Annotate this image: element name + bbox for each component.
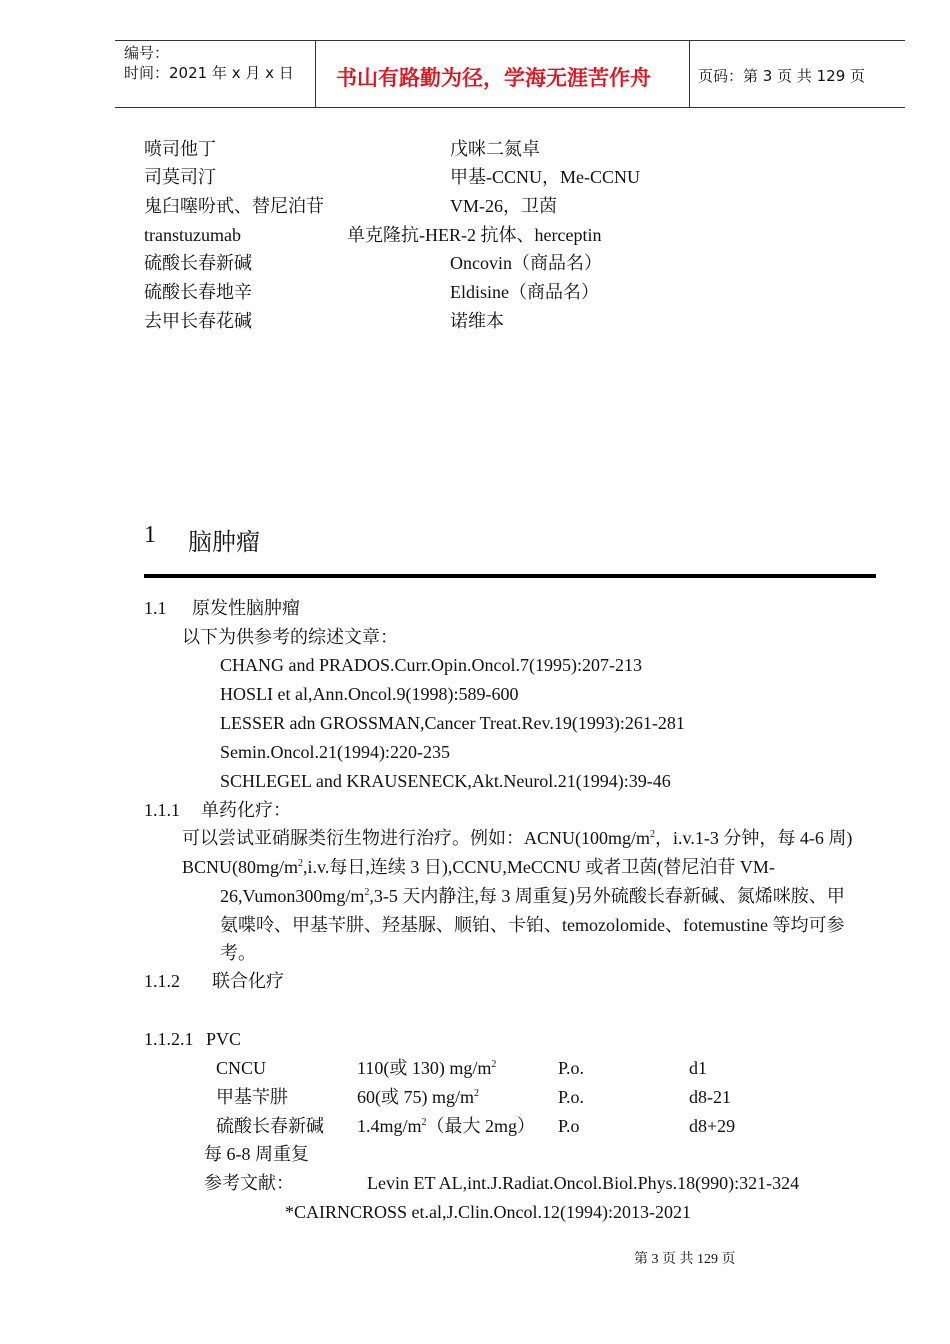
drug-name: 喷司他丁: [144, 139, 216, 159]
drug-name: 硫酸长春新碱: [144, 253, 252, 273]
regimen-drug: 硫酸长春新碱: [216, 1116, 324, 1136]
regimen-day: d8+29: [689, 1116, 736, 1136]
regimen-route: P.o: [558, 1116, 580, 1136]
regimen-day: d8-21: [689, 1087, 731, 1107]
chapter-number: 1: [144, 522, 156, 548]
reference-label: 参考文献：: [204, 1173, 294, 1193]
section-intro: 以下为供参考的综述文章：: [182, 627, 398, 647]
regimen-number: 1.1.2.1: [144, 1029, 194, 1049]
reference-item: HOSLI et al,Ann.Oncol.9(1998):589-600: [220, 684, 519, 704]
drug-alias: Eldisine（商品名）: [450, 282, 599, 302]
paragraph-line: 可以尝试亚硝脲类衍生物进行治疗。例如：$ACNU(100mg/m^2$，i.v.1-3 分钟，每 4-6 周): [182, 828, 853, 848]
reference-item: Levin ET AL,int.J.Radiat.Oncol.Biol.Phys.18(990):321-324: [367, 1173, 800, 1193]
drug-name: 鬼臼噻吩甙、替尼泊苷: [144, 196, 324, 216]
regimen-route: P.o.: [558, 1058, 585, 1078]
regimen-drug: CNCU: [216, 1058, 267, 1078]
header-number-label: 编号：: [124, 44, 170, 62]
chapter-title: 脑肿瘤: [188, 530, 260, 556]
regimen-dose: $1.4mg/m^2$（最大 2mg）: [357, 1116, 536, 1136]
drug-alias: 甲基-CCNU，Me-CCNU: [450, 167, 641, 187]
page-footer: 第 3 页 共 129 页: [634, 1252, 736, 1267]
regimen-repeat: 每 6-8 周重复: [204, 1144, 309, 1164]
regimen-day: d1: [689, 1058, 707, 1078]
paragraph-line: $BCNU(80mg/m^2,i.v$.每日,连续 3 日),CCNU,MeCCNU 或者卫茵(替尼泊苷 VM-: [182, 857, 775, 877]
header-page-label: 页码：第 3 页 共 129 页: [698, 67, 866, 85]
reference-item: Semin.Oncol.21(1994):220-235: [220, 742, 450, 762]
reference-item: CHANG and PRADOS.Curr.Opin.Oncol.7(1995):207-213: [220, 655, 642, 675]
header-time-label: 时间：2021 年 x 月 x 日: [124, 64, 294, 82]
reference-item: LESSER adn GROSSMAN,Cancer Treat.Rev.19(1993):261-281: [220, 713, 685, 733]
drug-alias: Oncovin（商品名）: [450, 253, 602, 273]
subsection-number: 1.1.2: [144, 971, 180, 991]
reference-item: SCHLEGEL and KRAUSENECK,Akt.Neurol.21(1994):39-46: [220, 771, 671, 791]
regimen-dose: 60(或 75) $mg/m^2$: [357, 1087, 479, 1107]
header-top-rule: [115, 40, 905, 41]
drug-alias: VM-26，卫茵: [450, 196, 557, 216]
section-title: 原发性脑肿瘤: [192, 598, 300, 618]
regimen-route: P.o.: [558, 1087, 585, 1107]
paragraph-line: 氨喋呤、甲基苄肼、羟基脲、顺铂、卡铂、temozolomide、fotemustine 等均可参: [220, 915, 845, 935]
drug-alias: 戊咪二氮卓: [450, 139, 540, 159]
regimen-title: PVC: [206, 1029, 242, 1049]
header-divider-left: [315, 40, 316, 107]
reference-item: *CAIRNCROSS et.al,J.Clin.Oncol.12(1994):2013-2021: [285, 1202, 692, 1222]
paragraph-line: $26,Vumon300mg/m^2,3-5$ 天内静注,每 3 周重复)另外硫酸长春新碱、氮烯咪胺、甲: [220, 886, 845, 906]
drug-name: 硫酸长春地辛: [144, 282, 252, 302]
drug-name: 司莫司汀: [144, 167, 216, 187]
header-motto: 书山有路勤为径，学海无涯苦作舟: [336, 66, 651, 90]
regimen-drug: 甲基苄肼: [216, 1087, 288, 1107]
drug-alias: 诺维本: [450, 311, 504, 331]
subsection-number: 1.1.1: [144, 800, 180, 820]
drug-alias: 单克隆抗-HER-2 抗体、herceptin: [347, 225, 602, 245]
header-divider-right: [689, 40, 690, 107]
drug-name: transtuzumab: [144, 225, 241, 245]
paragraph-line: 考。: [220, 943, 256, 963]
chapter-rule: [144, 574, 876, 578]
subsection-title: 单药化疗：: [201, 800, 291, 820]
section-number: 1.1: [144, 598, 167, 618]
subsection-title: 联合化疗: [212, 971, 284, 991]
drug-name: 去甲长春花碱: [144, 311, 252, 331]
regimen-dose: 110(或 130) $mg/m^2$: [357, 1058, 497, 1078]
header-bottom-rule: [115, 107, 905, 108]
